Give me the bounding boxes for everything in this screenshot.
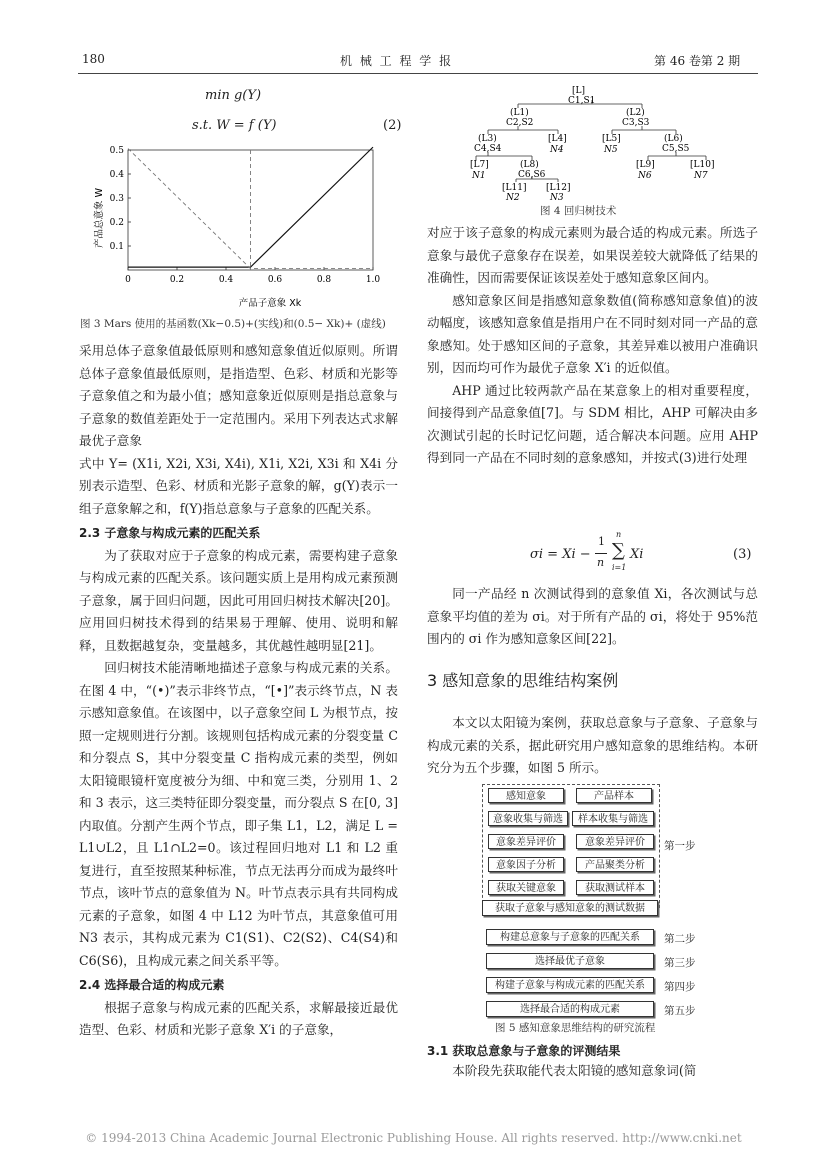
tree-node-L: [L] — [572, 86, 585, 96]
fig3-ytick-label: 0.2 — [109, 218, 124, 228]
equation-3-frac-num: 1 — [598, 535, 605, 548]
equation-3-rhs: Xi — [630, 547, 644, 562]
flow-box-image-collection: 意象收集与筛选 — [488, 811, 568, 826]
equation-3-sum-bottom: i=1 — [612, 563, 627, 572]
tree-split-5: C5,S5 — [662, 144, 690, 154]
fig3-caption: 图 3 Mars 使用的基函数(Xk−0.5)+(实线)和(0.5− Xk)+ (虚线) — [80, 318, 386, 330]
tree-node-L9: [L9] — [636, 160, 655, 170]
tree-split-2: C2,S2 — [506, 118, 534, 128]
left-paragraph-4: 回归树技术能清晰地描述子意象与构成元素的关系。在图 4 中，“(•)”表示非终节点，“[•]”表示终节点，N 表示感知意象值。在该图中，以子意象空间 L 为根节点，按照一定规则进行分割。该规则包括构成元素的分裂变量 C 和分裂点 S，其中分裂变量 C 指构成元素的类型，例如太阳镜眼镜杆宽度被分为细、中和宽三类，分别用 1、2 和 3 表示，这三类特征即分裂变量，而分裂点 S 在[0, 3]内取值。分割产生两个节点，即子集 L1，L2，满足 L = L1∪L2，且 L1∩L2=0。该过程回归地对 L1 和 L2 重复进行，直至按照某种标准，节点无法再分而成为最终叶节点，该叶节点的意象值为 N。叶节点表示具有共同构成元素的子意象，如图 4 中 L12 为叶节点，其意象值可用 N3 表示，其构成元素为 C1(S1)、C2(S2)、C4(S4)和 C6(S6)，且构成元素之间关系平等。 — [79, 660, 398, 968]
tree-node-L12: [L12] — [546, 183, 571, 193]
equation-3-frac-den: n — [597, 556, 605, 569]
flow-box-perceptual-image: 感知意象 — [488, 788, 564, 803]
fig3-xtick-label: 0.6 — [267, 275, 283, 285]
tree-split-6: C6,S6 — [518, 170, 546, 180]
section-3-1-heading: 3.1 获取总意象与子意象的评测结果 — [427, 1044, 621, 1058]
step-3-label: 第三步 — [664, 957, 696, 969]
tree-leaf-N3: N3 — [550, 193, 564, 200]
right-paragraph-4: 同一产品经 n 次测试得到的意象值 Xi，各次测试与总意象平均值的差为 σi。对于所有产品的 σi，将处于 95%范围内的 σi 作为感知意象区间[22]。 — [427, 586, 758, 646]
tree-leaf-N2: N2 — [506, 193, 520, 200]
step-1-label: 第一步 — [664, 840, 696, 852]
fig3-xlabel: 产品子意象 Xk — [238, 298, 302, 309]
tree-node-L2: (L2) — [626, 108, 645, 118]
equation-3-number: (3) — [733, 547, 752, 562]
right-column-mid — [427, 583, 758, 651]
tree-node-L4: [L4] — [548, 134, 567, 144]
tree-leaf-N7: N7 — [694, 171, 708, 181]
fig4-caption: 图 4 回归树技术 — [540, 205, 617, 217]
fig3-series — [128, 147, 373, 270]
fig3-ytick-label: 0.4 — [109, 170, 124, 180]
equation-2-line1: min g(Y) — [205, 88, 262, 103]
fig3-xtick-label: 0.8 — [316, 275, 332, 285]
flow-box-sub-element-match: 构建子意象与构成元素的匹配关系 — [486, 977, 654, 993]
left-paragraph-2: 式中 Y= (X1i, X2i, X3i, X4i), X1i, X2i, X3i 和 X4i 分别表示造型、色彩、材质和光影子意象的解，g(Y)表示一组子意象解之和，f(Y)指总意象与子意象的匹配关系。 — [79, 455, 398, 516]
issue-label: 第 46 卷第 2 期 — [654, 54, 741, 68]
section-2-4-heading: 2.4 选择最合适的构成元素 — [79, 978, 225, 992]
fig3-xtick-label: 0 — [125, 275, 131, 285]
fig5-caption: 图 5 感知意象思维结构的研究流程 — [495, 1022, 656, 1034]
right-paragraph-1: 对应于该子意象的构成元素则为最合适的构成元素。所选子意象与最优子意象存在误差，如果误差较大就降低了结果的准确性，因而需要保证该误差处于感知意象区间内。 — [427, 225, 758, 285]
flow-box-test-data: 获取子意象与感知意象的测试数据 — [482, 900, 658, 916]
equation-3-sum-top: n — [616, 530, 622, 539]
fig3-ytick-label: 0.1 — [109, 242, 124, 252]
step-2-label: 第二步 — [664, 933, 696, 945]
flow-box-best-element: 选择最合适的构成元素 — [486, 1001, 654, 1017]
tree-node-L8: (L8) — [520, 160, 539, 170]
tree-leaf-N5: N5 — [604, 145, 618, 155]
flow-box-total-sub-match: 构建总意象与子意象的匹配关系 — [486, 929, 654, 945]
journal-title: 机 械 工 程 学 报 — [340, 54, 454, 68]
fig3-ylabel: 产品总意象 W — [94, 188, 105, 248]
section-2-3-heading: 2.3 子意象与构成元素的匹配关系 — [79, 526, 261, 540]
right-paragraph-6: 本阶段先获取能代表太阳镜的感知意象词(简 — [452, 1063, 697, 1078]
flow-box-cluster-analysis: 产品聚类分析 — [576, 857, 654, 872]
flow-box-optimal-sub: 选择最优子意象 — [486, 953, 654, 969]
right-paragraph-2: 感知意象区间是指感知意象数值(简称感知意象值)的波动幅度，该感知意象值是指用户在不同时刻对同一产品的意象感知。处于感知区间的子意象，其差异难以被用户准确识别，因而均可作为最优子意象 X′i 的近似值。 — [427, 292, 758, 375]
flow-box-key-image: 获取关键意象 — [488, 880, 564, 895]
left-paragraph-1: 采用总体子意象值最低原则和感知意象值近似原则。所谓总体子意象值最低原则，是指造型、色彩、材质和光影等子意象值之和为最小值；感知意象近似原则是指总意象与子意象的数值差距处于一定范围内。采用下列表达式求解最优子意象 — [79, 343, 398, 448]
fig3-ytick-label: 0.5 — [109, 146, 124, 156]
page-number: 180 — [82, 52, 105, 66]
tree-leaf-N1: N1 — [472, 171, 486, 181]
left-column — [79, 340, 398, 1042]
equation-2-number: (2) — [383, 118, 402, 133]
equation-3-lhs: σi = Xi − — [530, 547, 591, 562]
right-paragraph-5: 本文以太阳镜为案例，获取总意象与子意象、子意象与构成元素的关系，据此研究用户感知意象的思维结构。本研究分为五个步骤，如图 5 所示。 — [427, 715, 758, 775]
fig5-flowchart — [482, 784, 722, 1020]
right-paragraph-3: AHP 通过比较两款产品在某意象上的相对重要程度，间接得到产品意象值[7]。与 SDM 相比，AHP 可解决由多次测试引起的长时记忆问题，适合解决本问题。应用 AHP 得到同一产品在不同时刻的意象感知，并按式(3)进行处理 — [427, 382, 758, 465]
fig3-ytick-label: 0.3 — [109, 194, 124, 204]
right-column-bottom — [427, 1060, 758, 1083]
fig4-tree — [470, 82, 720, 200]
header-rule — [78, 73, 758, 74]
tree-node-L1: (L1) — [510, 108, 529, 118]
tree-node-L10: [L10] — [690, 160, 715, 170]
tree-leaf-N4: N4 — [550, 145, 564, 155]
tree-node-L6: (L6) — [664, 134, 683, 144]
flow-box-product-samples: 产品样本 — [576, 788, 652, 803]
fig3-axes — [110, 146, 381, 285]
tree-split-1: C1,S1 — [568, 96, 596, 106]
equation-3-frac-bar — [595, 553, 607, 554]
tree-node-L11: [L11] — [502, 183, 527, 193]
right-column-section3 — [427, 712, 758, 780]
fig3-xtick-label: 0.2 — [169, 275, 185, 285]
right-column-top — [427, 222, 758, 470]
fig3-xtick-label: 1.0 — [365, 275, 381, 285]
flow-box-image-diff-1: 意象差异评价 — [488, 834, 564, 849]
tree-node-L3: (L3) — [478, 134, 497, 144]
step-5-label: 第五步 — [664, 1005, 696, 1017]
fig3-xtick-label: 0.4 — [218, 275, 234, 285]
flow-box-image-diff-2: 意象差异评价 — [576, 834, 654, 849]
equation-2-line2: s.t. W = f (Y) — [192, 118, 277, 133]
flow-box-sample-collection: 样本收集与筛选 — [572, 811, 654, 826]
tree-split-3: C3,S3 — [622, 118, 650, 128]
step-4-label: 第四步 — [664, 981, 696, 993]
equation-3-sum: ∑ — [612, 540, 625, 561]
section-3-heading: 3 感知意象的思维结构案例 — [427, 671, 619, 690]
tree-node-L5: [L5] — [602, 134, 621, 144]
tree-leaf-N6: N6 — [638, 171, 652, 181]
copyright-footer: © 1994-2013 China Academic Journal Electronic Publishing House. All rights reserved. http://www.cnki.net — [85, 1131, 742, 1145]
flow-box-test-samples: 获取测试样本 — [576, 880, 654, 895]
left-paragraph-3: 为了获取对应于子意象的构成元素，需要构建子意象与构成元素的匹配关系。该问题实质上是用构成元素预测子意象，属于回归问题，因此可用回归树技术解决[20]。应用回归树技术得到的结果易于理解、使用、说明和解释，且数据越复杂，变量越多，其优越性越明显[21]。 — [79, 547, 398, 653]
fig3-chart — [88, 140, 398, 310]
left-paragraph-5: 根据子意象与构成元素的匹配关系，求解最接近最优造型、色彩、材质和光影子意象 X′i 的子意象， — [79, 999, 398, 1037]
tree-node-L7: [L7] — [470, 160, 489, 170]
flow-box-factor-analysis: 意象因子分析 — [488, 857, 564, 872]
tree-split-4: C4,S4 — [474, 144, 502, 154]
